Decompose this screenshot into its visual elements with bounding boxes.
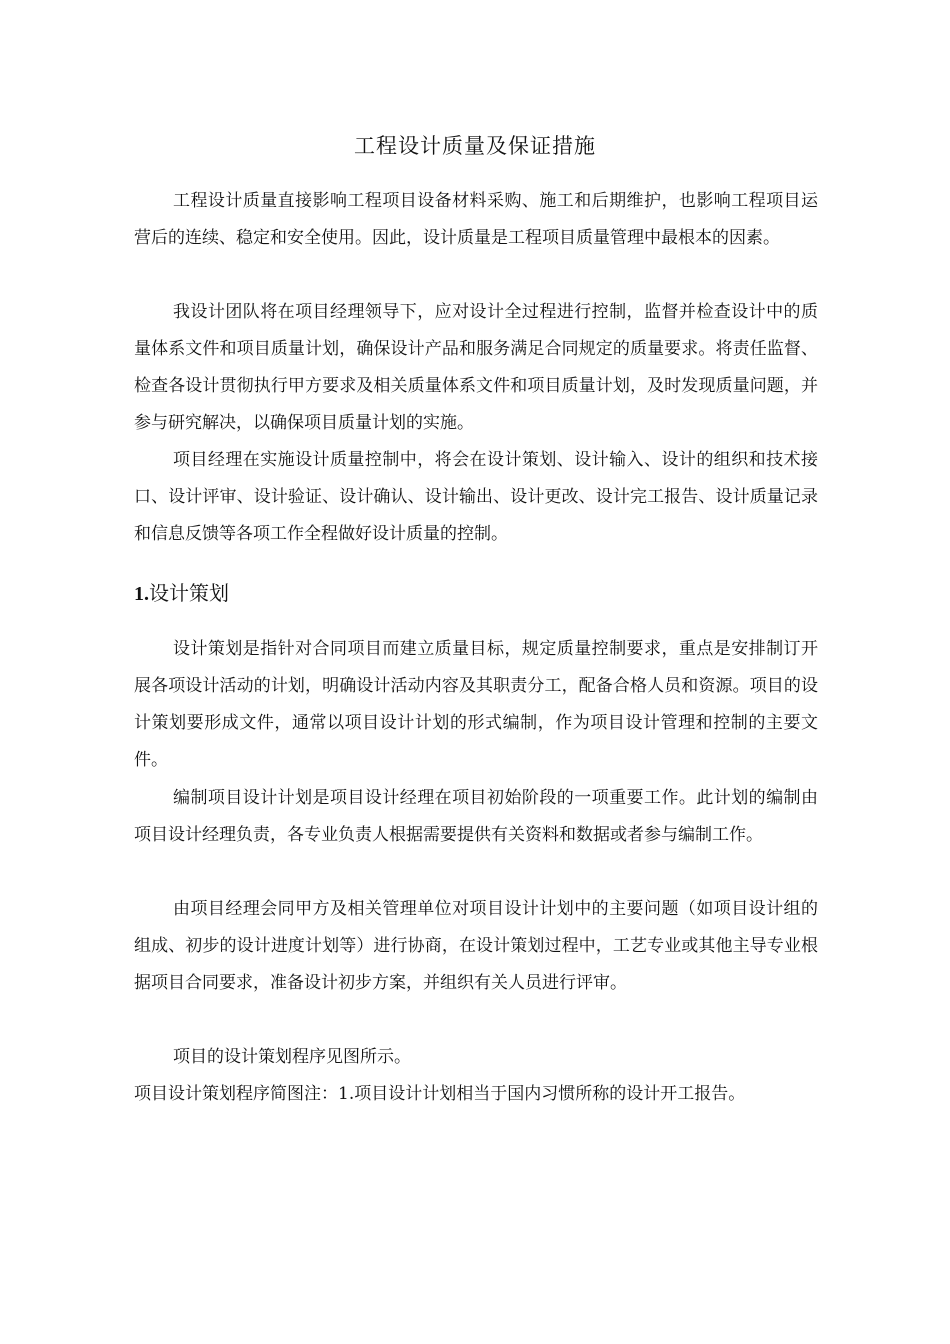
intro-paragraph-2: 我设计团队将在项目经理领导下，应对设计全过程进行控制，监督并检查设计中的质量体系文件和项目质量计划，确保设计产品和服务满足合同规定的质量要求。将责任监督、检查各设计贯彻执行甲方要求及相关质量体系文件和项目质量计划，及时发现质量问题，并参与研究解决，以确保项目质量计划的实施。 <box>134 302 818 433</box>
figure-note: 项目设计策划程序简图注：1.项目设计计划相当于国内习惯所称的设计开工报告。 <box>134 1084 746 1104</box>
section-paragraph-1: 设计策划是指针对合同项目而建立质量目标，规定质量控制要求，重点是安排制订开展各项设计活动的计划，明确设计活动内容及其职责分工，配备合格人员和资源。项目的设计策划要形成文件，通常以项目设计计划的形式编制，作为项目设计管理和控制的主要文件。 <box>134 639 818 770</box>
section-paragraph-2: 编制项目设计计划是项目设计经理在项目初始阶段的一项重要工作。此计划的编制由项目设计经理负责，各专业负责人根据需要提供有关资料和数据或者参与编制工作。 <box>134 788 818 845</box>
section-paragraph-4: 项目的设计策划程序见图所示。 <box>173 1047 411 1067</box>
document-title: 工程设计质量及保证措施 <box>354 134 596 158</box>
section-number: 1. <box>134 583 149 605</box>
intro-paragraph-3: 项目经理在实施设计质量控制中，将会在设计策划、设计输入、设计的组织和技术接口、设计评审、设计验证、设计确认、设计输出、设计更改、设计完工报告、设计质量记录和信息反馈等各项工作全程做好设计质量的控制。 <box>134 450 818 544</box>
section-heading <box>134 577 229 610</box>
section-paragraph-3: 由项目经理会同甲方及相关管理单位对项目设计计划中的主要问题（如项目设计组的组成、初步的设计进度计划等）进行协商，在设计策划过程中，工艺专业或其他主导专业根据项目合同要求，准备设计初步方案，并组织有关人员进行评审。 <box>134 899 818 993</box>
intro-paragraph-1: 工程设计质量直接影响工程项目设备材料采购、施工和后期维护，也影响工程项目运营后的连续、稳定和安全使用。因此，设计质量是工程项目质量管理中最根本的因素。 <box>134 191 818 248</box>
section-title: 设计策划 <box>149 581 229 605</box>
